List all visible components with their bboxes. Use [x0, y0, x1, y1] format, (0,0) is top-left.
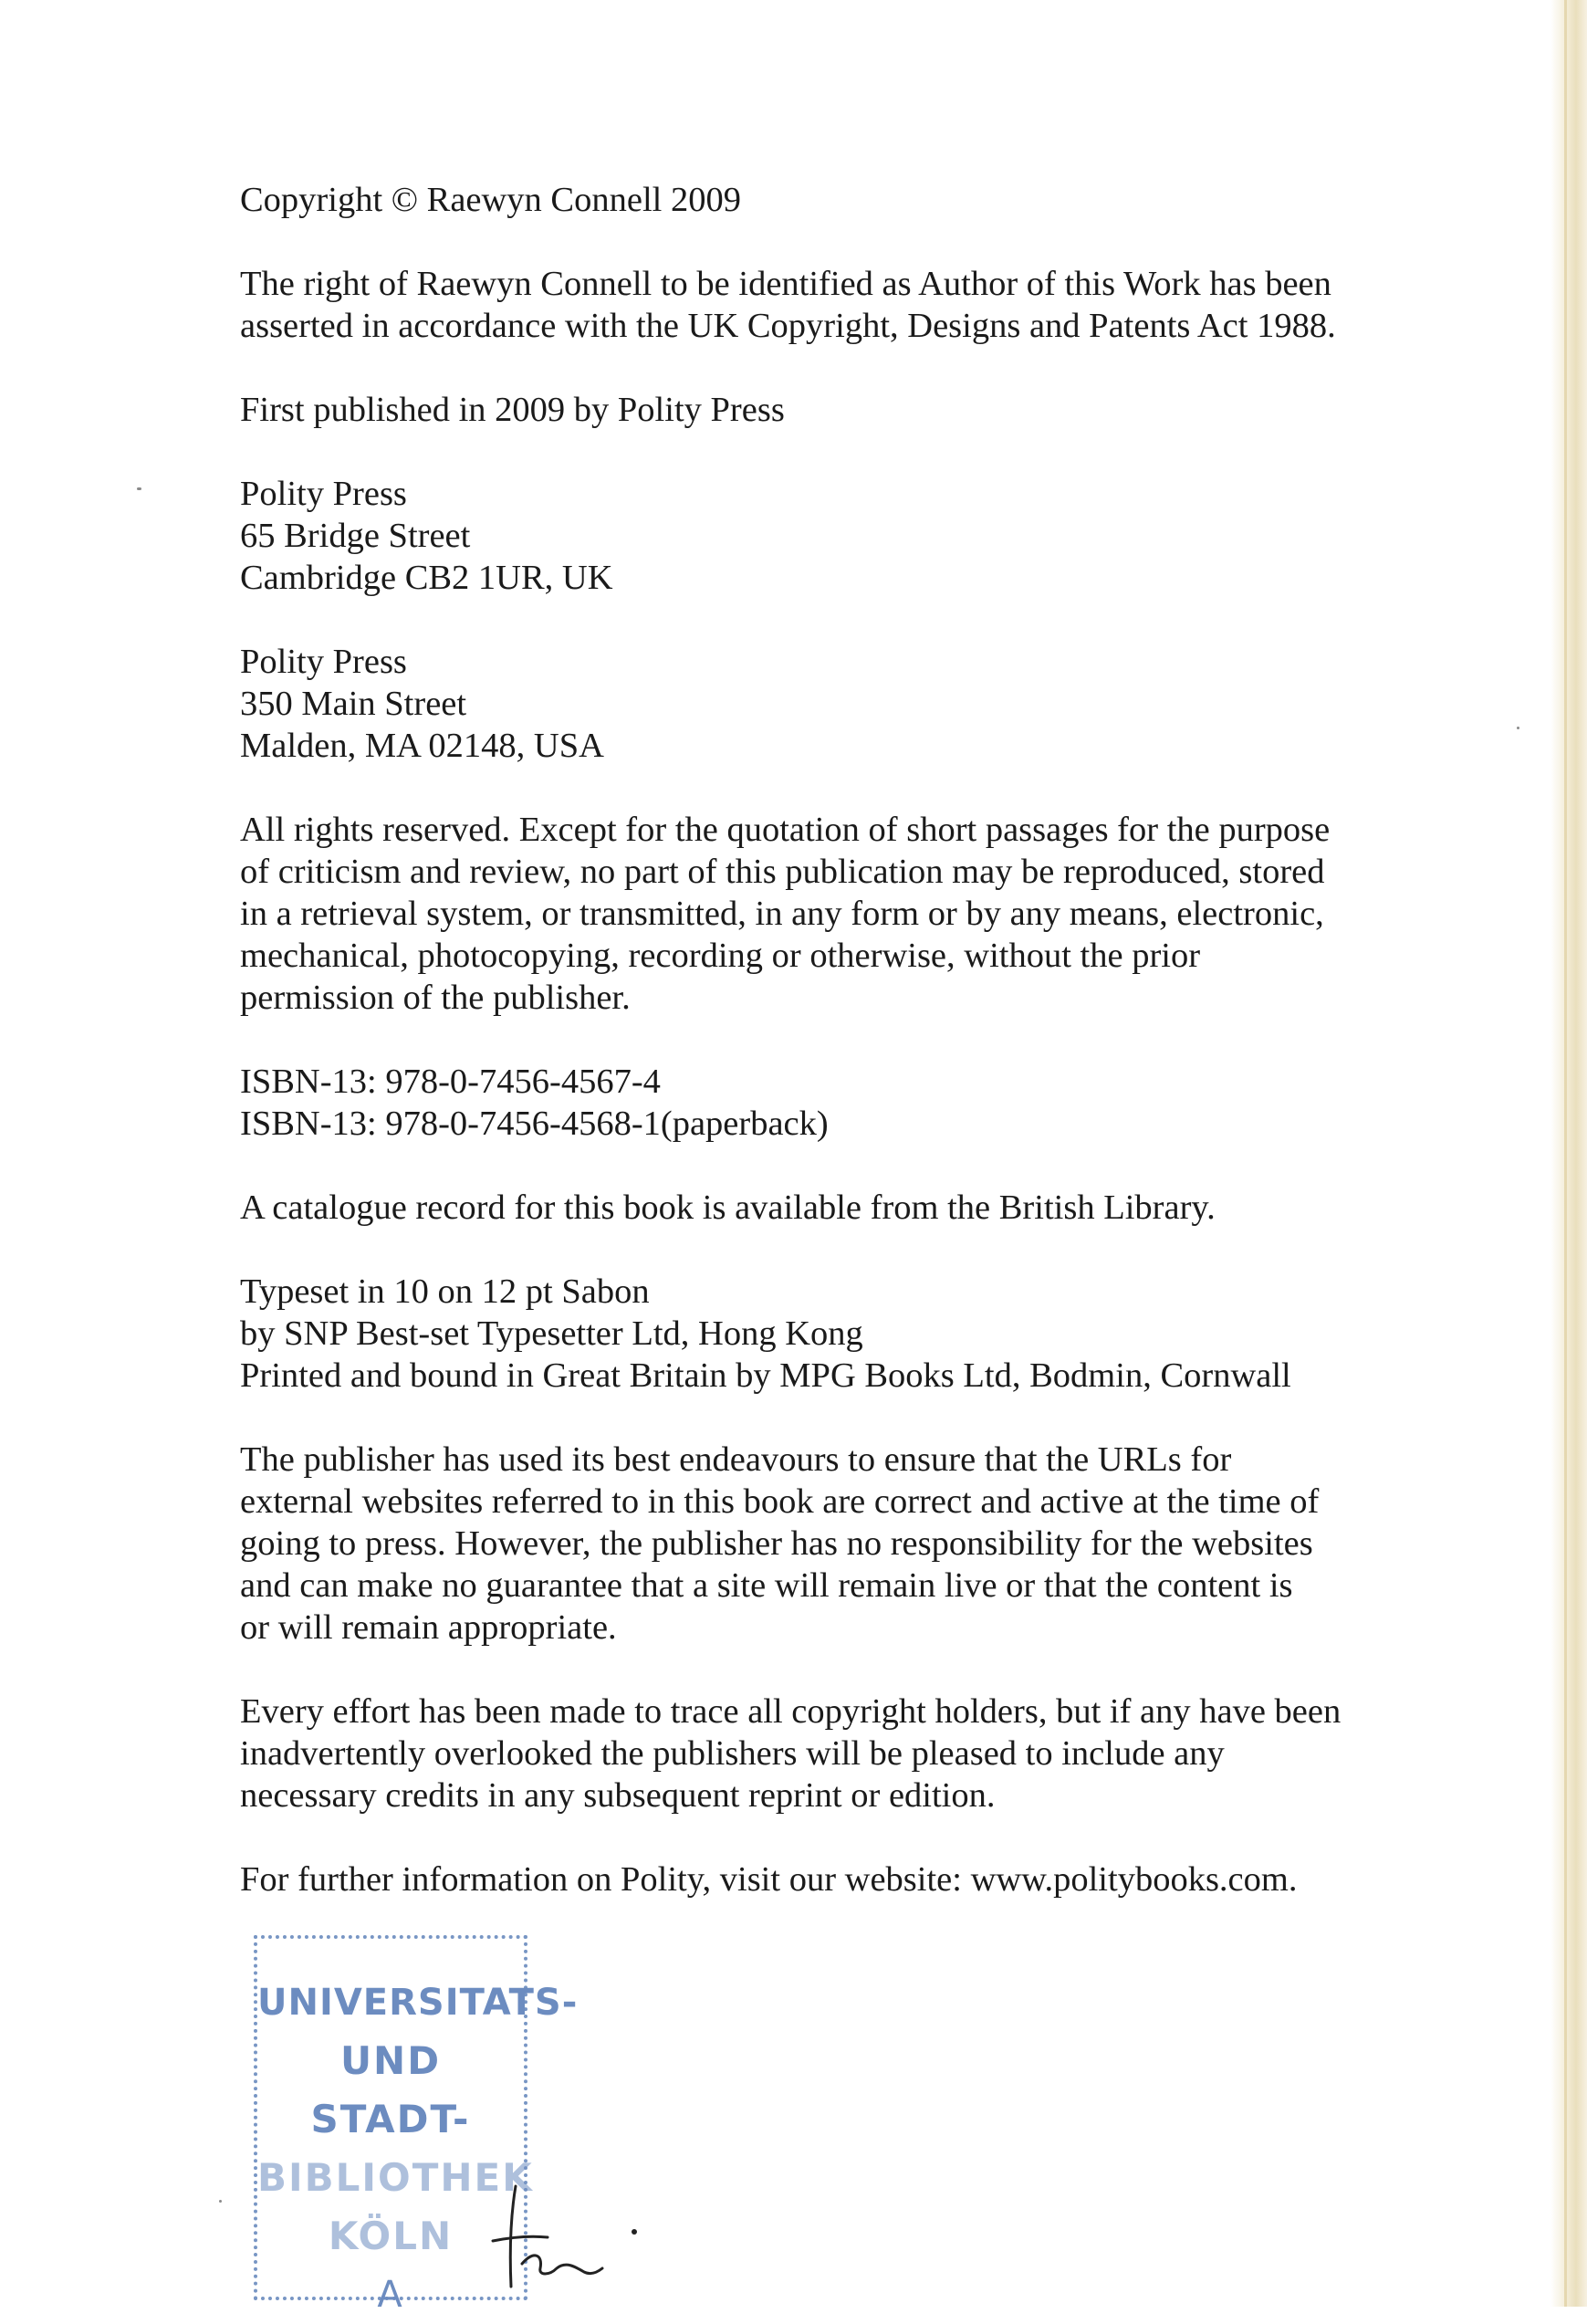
stamp-line: STADT- [310, 2097, 471, 2141]
website-info [240, 1858, 1426, 1900]
text-line: Typeset in 10 on 12 pt Sabon [240, 1272, 650, 1311]
text-line: permission of the publisher. [240, 979, 631, 1017]
address-line: 350 Main Street [240, 685, 467, 723]
urls-notice [240, 1439, 1426, 1649]
copyright-line [240, 179, 1426, 221]
stamp-line: UND [339, 2038, 442, 2083]
text-line: of criticism and review, no part of this publication may be reproduced, stored [240, 853, 1325, 891]
catalogue-record [240, 1187, 1426, 1229]
handwritten-signature [484, 2177, 666, 2296]
text-line: and can make no guarantee that a site will remain live or that the content is [240, 1566, 1293, 1605]
scan-speck [137, 487, 141, 490]
stamp-line: UNIVERSITATS- [257, 1982, 579, 2024]
text-line: going to press. However, the publisher has no responsibility for the websites [240, 1524, 1313, 1563]
text-line: First published in 2009 by Polity Press [240, 391, 785, 429]
text-line: asserted in accordance with the UK Copyright, Designs and Patents Act 1988. [240, 307, 1336, 345]
text-line: The right of Raewyn Connell to be identified as Author of this Work has been [240, 265, 1331, 303]
isbn-line: ISBN-13: 978-0-7456-4567-4 [240, 1063, 661, 1101]
text-line: by SNP Best-set Typesetter Ltd, Hong Kong [240, 1314, 863, 1353]
page-edge [1550, 0, 1587, 2307]
stamp-line: KÖLN [328, 2214, 454, 2258]
website-line: For further information on Polity, visit our website: www.politybooks.com. [240, 1860, 1298, 1899]
address-line: 65 Bridge Street [240, 517, 471, 555]
stamp-line: A [377, 2274, 404, 2316]
text-line: The publisher has used its best endeavours to ensure that the URLs for [240, 1440, 1232, 1479]
publisher-address-uk [240, 473, 1426, 599]
page-edge-line [1564, 0, 1567, 2307]
publisher-address-us [240, 641, 1426, 767]
text-line: A catalogue record for this book is available from the British Library. [240, 1188, 1216, 1227]
scan-speck [1517, 727, 1519, 729]
address-line: Polity Press [240, 475, 407, 513]
first-published [240, 389, 1426, 431]
scan-speck [219, 2200, 222, 2203]
text-line: necessary credits in any subsequent reprint or edition. [240, 1776, 996, 1815]
text-line: in a retrieval system, or transmitted, in any form or by any means, electronic, [240, 895, 1324, 933]
isbn-line: ISBN-13: 978-0-7456-4568-1(paperback) [240, 1104, 829, 1143]
copyright-text-line: Copyright © Raewyn Connell 2009 [240, 181, 741, 219]
rights-reserved-paragraph [240, 809, 1426, 1019]
text-line: external websites referred to in this book are correct and active at the time of [240, 1482, 1320, 1521]
text-line: mechanical, photocopying, recording or otherwise, without the prior [240, 937, 1201, 975]
typeset-printing [240, 1271, 1426, 1397]
text-line: or will remain appropriate. [240, 1608, 617, 1647]
text-line: inadvertently overlooked the publishers will be pleased to include any [240, 1734, 1225, 1773]
moral-rights-paragraph [240, 263, 1426, 347]
text-line: Printed and bound in Great Britain by MPG Books Ltd, Bodmin, Cornwall [240, 1356, 1291, 1395]
text-line: Every effort has been made to trace all copyright holders, but if any have been [240, 1692, 1342, 1731]
stamp-line: BIBLIOTHEK [257, 2155, 534, 2200]
copyright-text [240, 179, 1426, 1942]
copyright-holders-notice [240, 1691, 1426, 1816]
isbn-block [240, 1061, 1426, 1145]
address-line: Polity Press [240, 643, 407, 681]
text-line: All rights reserved. Except for the quotation of short passages for the purpose [240, 811, 1331, 849]
address-line: Malden, MA 02148, USA [240, 727, 604, 765]
address-line: Cambridge CB2 1UR, UK [240, 559, 613, 597]
